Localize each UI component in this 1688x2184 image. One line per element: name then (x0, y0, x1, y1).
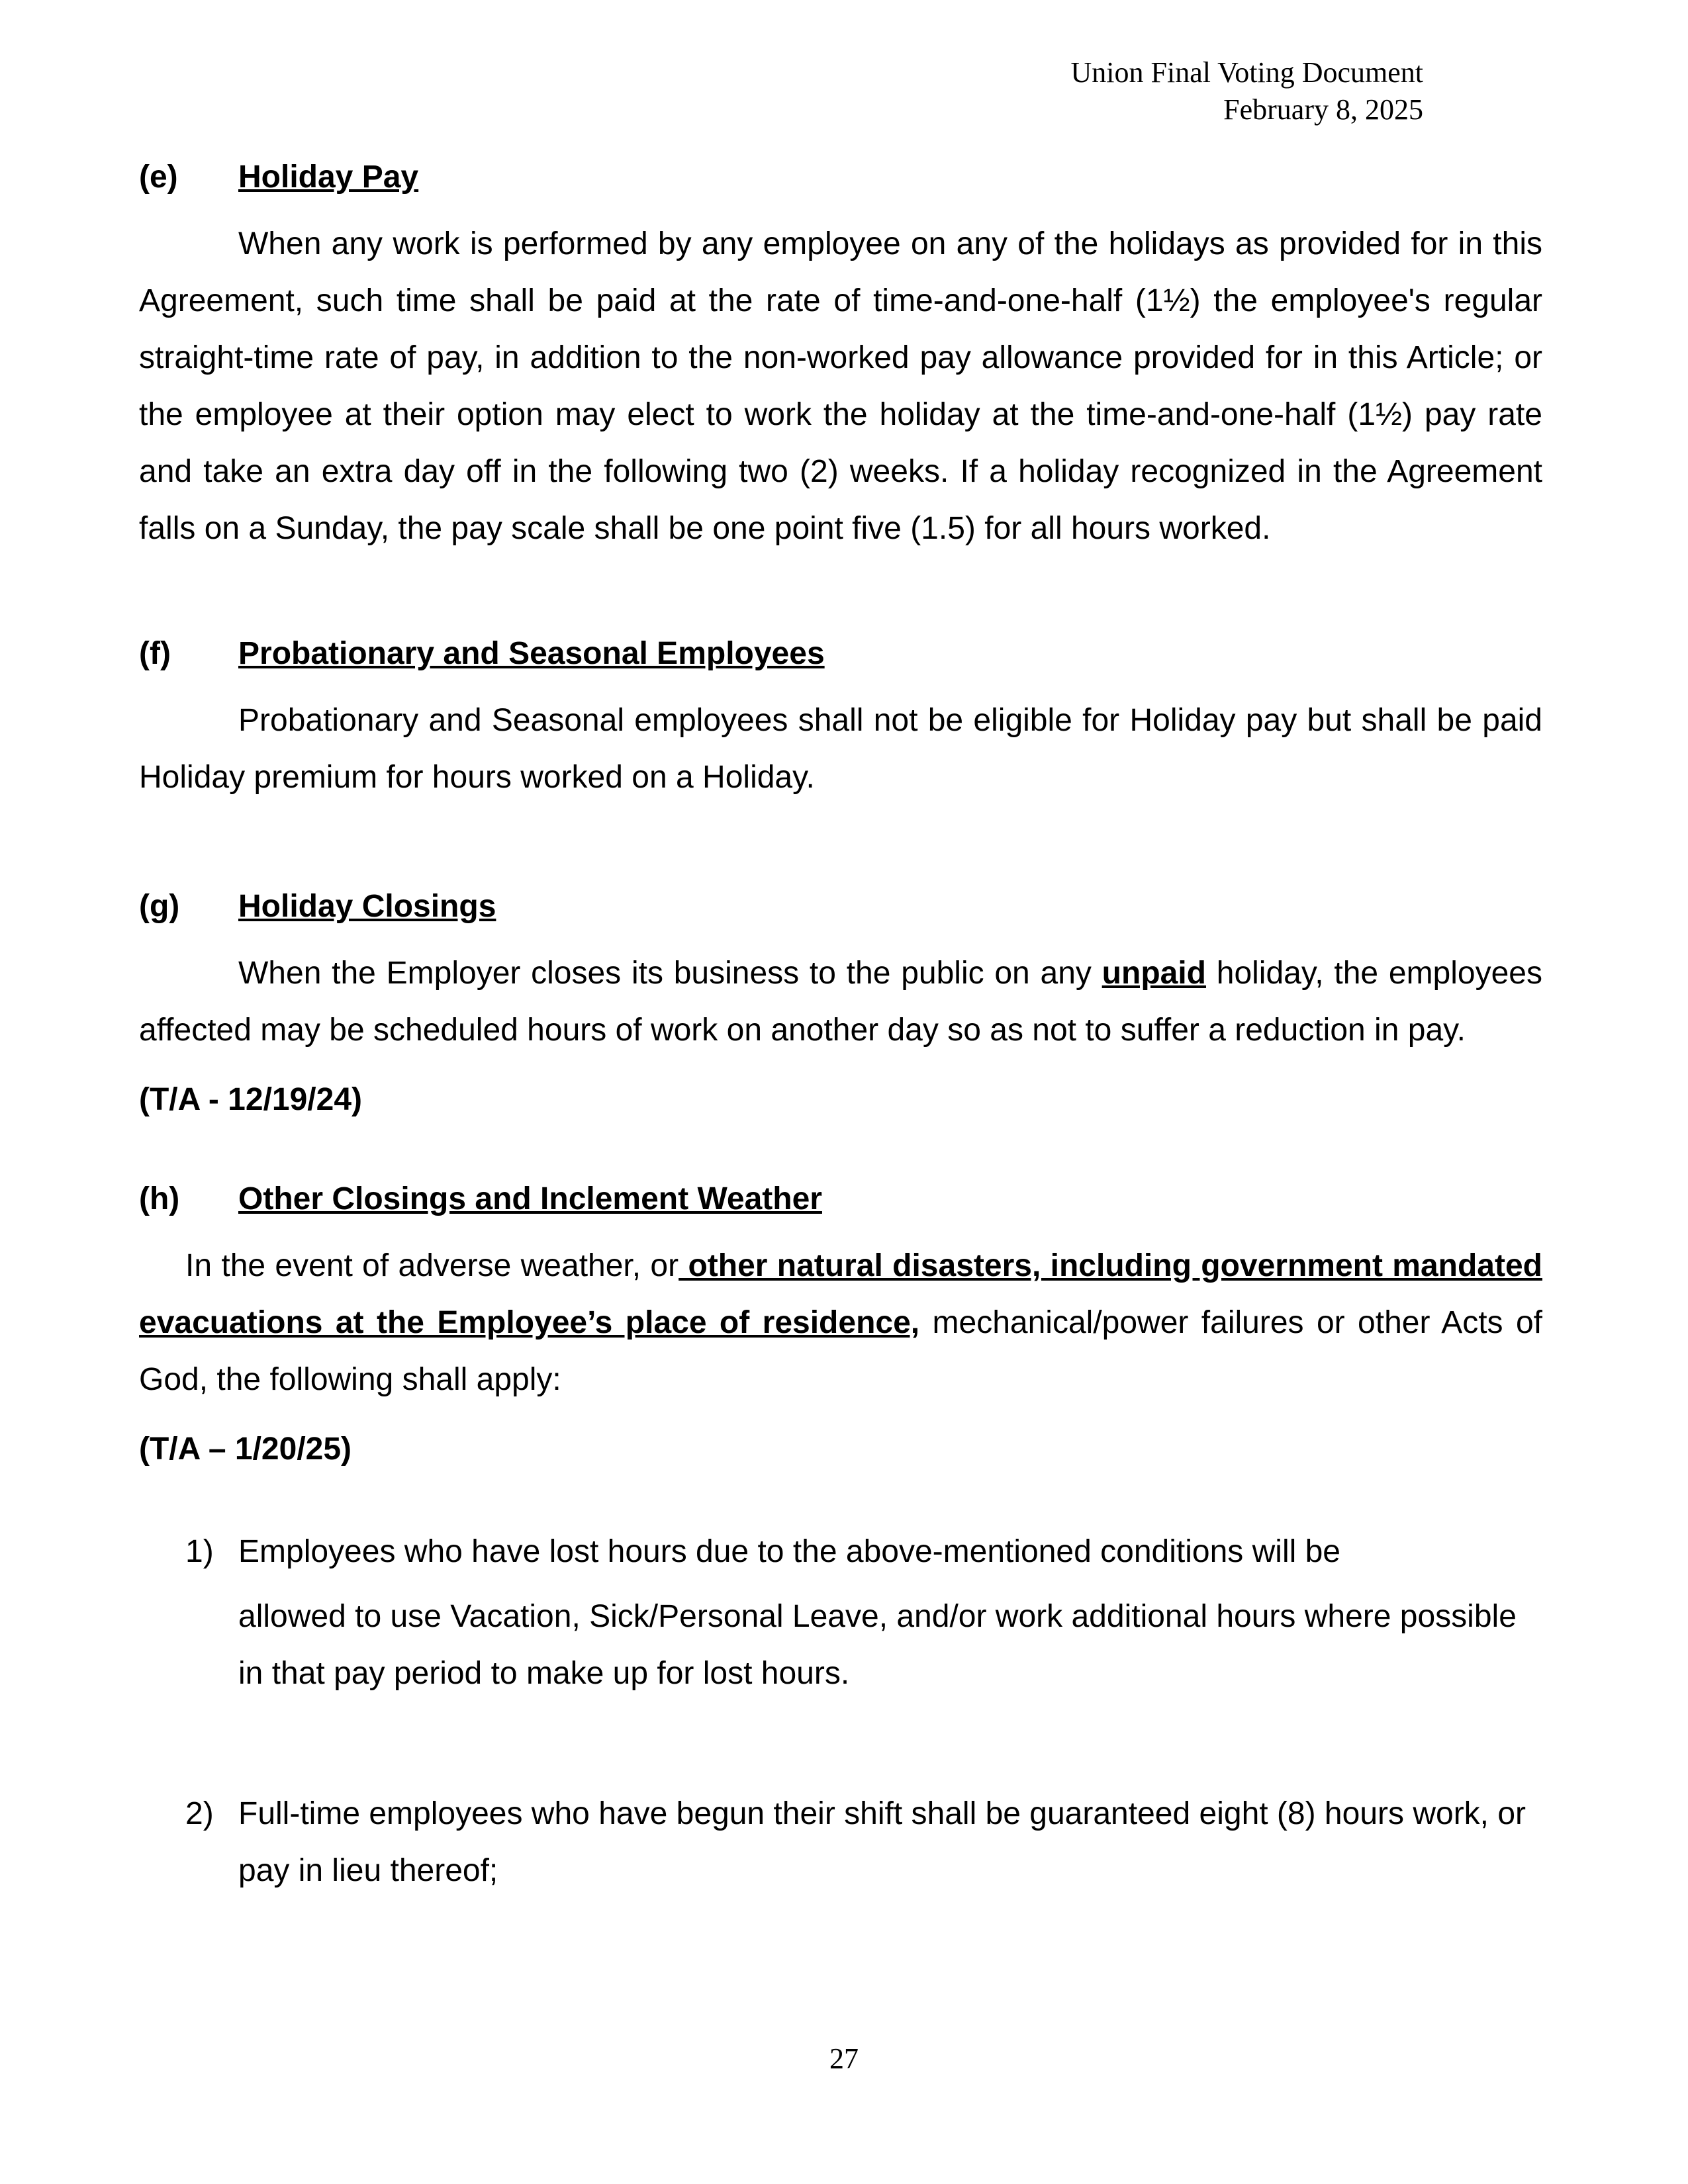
section-g-ta-tag: (T/A - 12/19/24) (139, 1082, 363, 1117)
section-h-text-after: mechanical/power failures or other Acts of God, the following shall apply: (139, 1305, 1542, 1397)
section-h-paragraph (139, 1238, 1542, 1408)
section-h-label: (h) (139, 1181, 180, 1216)
section-f-label: (f) (139, 636, 171, 671)
section-e-paragraph: When any work is performed by any employee on any of the holidays as provided for in this Agreement, such time shall be paid at the rate of time-and-one-half (1½) the employee's regular straight-time rate of pay, in addition to the non-worked pay allowance provided for in this Article; or the employee at their option may elect to work the holiday at the time-and-one-half (1½) pay rate and take an extra day off in the following two (2) weeks. If a holiday recognized in the Agreement falls on a Sunday, the pay scale shall be one point five (1.5) for all hours worked. (139, 226, 1542, 546)
header-date: February 8, 2025 (1223, 93, 1423, 126)
section-h-ta-tag: (T/A – 1/20/25) (139, 1432, 352, 1467)
list-item (185, 1524, 1542, 1702)
section-f-title: Probationary and Seasonal Employees (238, 636, 825, 671)
section-h-heading (139, 1179, 822, 1219)
section-g-heading (139, 887, 496, 927)
section-g-emphasis: unpaid (1102, 956, 1206, 991)
list-item-text: Full-time employees who have begun their shift shall be guaranteed eight (8) hours work, or pay in lieu thereof; (238, 1796, 1526, 1888)
section-g-label: (g) (139, 889, 180, 924)
list-item (185, 1786, 1542, 1899)
section-g-paragraph (139, 945, 1542, 1059)
section-h-emphasis: other natural disasters, including government mandated evacuations at the Employee’s place of residence, (139, 1248, 1542, 1340)
list-item-first-line: Employees who have lost hours due to the above-mentioned conditions will be (238, 1534, 1340, 1569)
list-item-text: allowed to use Vacation, Sick/Personal Leave, and/or work additional hours where possible in that pay period to make up for lost hours. (238, 1599, 1517, 1691)
document-header (1071, 54, 1424, 128)
section-g-text-after: holiday, the employees affected may be scheduled hours of work on another day so as not to suffer a reduction in pay. (139, 956, 1542, 1048)
section-h-text-before: In the event of adverse weather, or (185, 1248, 679, 1283)
section-e-heading (139, 158, 418, 197)
section-f-paragraph: Probationary and Seasonal employees shall not be eligible for Holiday pay but shall be paid Holiday premium for hours worked on a Holiday. (139, 703, 1542, 795)
header-title: Union Final Voting Document (1070, 56, 1423, 89)
section-e-title: Holiday Pay (238, 159, 419, 195)
list-item-number: 2) (185, 1796, 214, 1831)
section-e-label: (e) (139, 159, 178, 195)
list-item-number: 1) (185, 1534, 214, 1569)
section-g-title: Holiday Closings (238, 889, 496, 924)
section-h-title: Other Closings and Inclement Weather (238, 1181, 822, 1216)
page-number: 27 (829, 2042, 859, 2075)
section-f-heading (139, 634, 825, 674)
section-g-text-before: When the Employer closes its business to the public on any (238, 956, 1102, 991)
